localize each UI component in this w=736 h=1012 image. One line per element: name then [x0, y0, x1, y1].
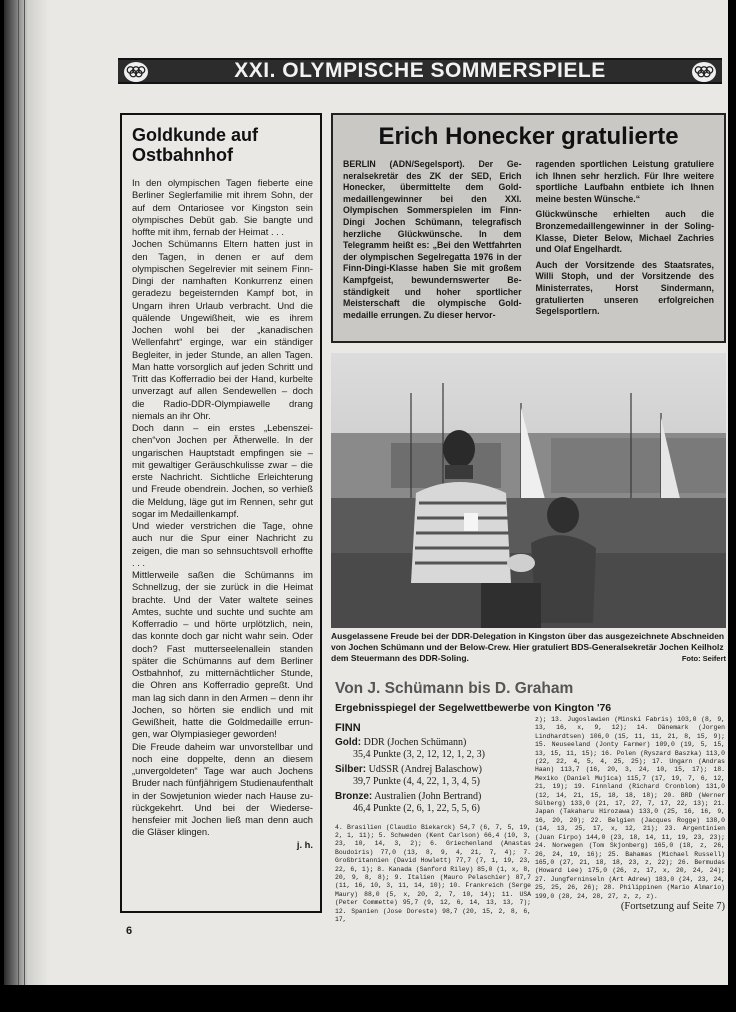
article-paragraph: Und wieder verstrichen die Tage, ohne auch nur die Spur einer Nachricht zu zeigen, die man so sehnsuchtsvoll erhoffte . . . [132, 520, 313, 568]
photo-caption [331, 631, 726, 664]
caption-text: Ausgelassene Freude bei der DDR-Delegation in Kingston über das ausgezeichnete Abschneiden von Jochen Schümann und der Below-Crew. Hier gratuliert BDS-Generalsekretär Jochen Keilholz dem Steuermann des DDR-Soling. [331, 631, 725, 663]
olympic-rings-icon [124, 62, 148, 82]
results-column-left [335, 722, 531, 924]
medal-silver [335, 764, 531, 789]
article-paragraph: Jochen Schümanns Eltern hatten just in den Tagen, in denen er auf dem olympischen Segelrevier mit seinem Finn-Dingi der namhaften Konkurrenz einen geradezu begeisternden Kampf bot, in Ungarn ihren Urlaub verbracht. Und die quälende Ungewißheit, wie es ihrem Jochen wohl bei der „kanadischen Wellenfahrt“ erginge, war ein ständiger Begleiter, in jeder Stunde, an allen Tagen. Man hatte vorsorglich auf jeden Schritt und Tritt das Kofferradio bei der Hand, kurbelte unverzagt auf allen Sendewellen – doch die Radio-DDR-Olympiawelle drang niemals an ihr Ohr. [132, 238, 313, 421]
medal-points: 35,4 Punkte (3, 2, 12, 12, 1, 2, 3) [353, 749, 485, 760]
article-signature: j. h. [296, 838, 313, 850]
article-columns [343, 159, 714, 321]
article-paragraph: Doch dann – ein erstes „Lebenszeichen“von Jochen per Ätherwelle. In der ungarischen Hauptstadt empfingen sie – mit gewaltiger Geräuschkulisse zwar – die erste Nachricht. Sichtliche Erleichterung und Freude obendrein. Jochen, so verhieß die Meldung, läge gut im Rennen, sehr gut sogar im Medaillenkampf. [132, 422, 313, 519]
results-title: Von J. Schümann bis D. Graham [335, 680, 574, 697]
results-list: 4. Brasilien (Claudio Biekarck) 54,7 (6, 7, 5, 19, 2, 1, 11); 5. Schweden (Kent Carlson) 66,4 (10, 3, 23, 10, 14, 3, 2); 6. Griechenland (Anastas Boudoiris) 77,0 (13, 8, 9, 4, 21, 7, 4); 7. Großbritannien (David Howlett) 77,7 (7, 1, 19, 23, 22, 6, 1); 8. Kanada (Sanford Riley) 85,0 (1, x, 8, 20, 9, 8, 8); 9. Italien (Mauro Pelaschier) 87,7 (11, 16, 10, 3, 11, 14, 10); 10. Frankreich (Serge Maury) 88,0 (5, x, 20, 2, 7, 10, 14); 11. USA (Peter Commette) 95,7 (9, 12, 6, 14, 13, 13, 7); 12. Spanien (Jose Doreste) 98,7 (20, 15, 2, 8, 6, 17, [335, 823, 531, 923]
news-photo [331, 353, 726, 628]
results-column-right [535, 716, 725, 911]
article-column [536, 159, 715, 321]
article-goldkunde [120, 113, 322, 913]
article-body [132, 177, 313, 851]
medal-name: Australien (John Bertrand) [374, 790, 482, 802]
medal-label: Bronze: [335, 790, 373, 802]
page-number: 6 [126, 925, 133, 937]
binding-line [18, 0, 19, 985]
article-title: Goldkunde auf Ostbahnhof [132, 125, 258, 165]
article-paragraph: ragenden sportlichen Leistung gratuliere ich Ihnen sehr herzlich. Für Ihre weitere sportliche Laufbahn entbiete ich Ihnen meine besten Wünsche.“ [535, 159, 714, 204]
continued-note: (Fortsetzung auf Seite 7) [620, 900, 725, 912]
medal-name: UdSSR (Andrej Balaschow) [368, 763, 482, 775]
article-title: Erich Honecker gratulierte [378, 123, 679, 150]
medal-label: Gold: [335, 736, 362, 748]
magazine-page [4, 0, 728, 985]
article-paragraph: Glückwünsche erhielten auch die Bronzemedaillengewinner in der Soling-Klasse, Dieter Below, Michael Zachries und Olaf Engelhardt. [535, 209, 714, 255]
medal-gold [335, 737, 531, 762]
article-paragraph: BERLIN (ADN/Segelsport). Der Generalsekretär des ZK der SED, Erich Honecker, übermittelte dem Goldmedaillengewinner bei den XXI. Olympischen Sommerspielen im Finn-Dingi Jochen Schümann, telegrafisch herzliche Glückwünsche. In dem Telegramm heißt es: „Bei den Wettfahrten der olympischen Segelregatta 1976 in der Finn-Dingi-Klasse haben Sie mit großem Kampfgeist, bewundernswerter Beständigkeit und hoher sportlicher Meisterschaft die olympische Goldmedaille errungen. Zu dieser hervor- [343, 159, 522, 320]
article-paragraph: Auch der Vorsitzende des Staatsrates, Willi Stoph, und der Vorsitzende des Ministerrates, Horst Sindermann, gratulierten unseren erfolgreichen Segelsportlern. [535, 259, 714, 317]
article-honecker [331, 113, 726, 343]
article-paragraph: In den olympischen Tagen fieberte eine Berliner Seglerfamilie mit ihrem Sohn, der auf dem Ontariosee vor Kingston sein olympisches Debüt gab. Sie bangte und hoffte mit ihm, fernab der Heimat . . . [132, 177, 313, 237]
medal-label: Silber: [335, 763, 367, 775]
photo-credit: Foto: Seifert [681, 654, 726, 663]
page-binding-shadow [4, 0, 50, 985]
article-column [343, 159, 522, 321]
medal-bronze [335, 791, 531, 816]
medal-points: 46,4 Punkte (2, 6, 1, 22, 5, 5, 6) [353, 803, 480, 814]
banner-title: XXI. OLYMPISCHE SOMMERSPIELE [234, 59, 606, 82]
results-list: z); 13. Jugoslawien (Minski Fabris) 103,0 (8, 9, 13, 16, x, 9, 12); 14. Dänemark (Jorgen Lindhardtsen) 106,0 (15, 11, 11, 21, 8, 15, 9); 15. Neuseeland (Jonty Farmer) 109,0 (19, 5, 15, 13, 15, 11, 15); 16. Polen (Ryszard Baszka) 113,0 (22, 22, 4, 5, 4, 25, 25); 17. Ungarn (Andras Haan) 113,7 (16, 20, 3, 24, 10, 15, 17); 18. Mexiko (Daniel Mujica) 115,7 (17, 19, 7, 6, 12, 21, 19); 19. Finnland (Richard Cronblom) 131,0 (12, 14, 21, 15, 18, 18, 18); 20. BRD (Werner Sülberg) 133,0 (21, 17, 27, 7, 17, 22, 13); 21. Japan (Takaharu Hirozawa) 133,0 (25, 16, 16, 9, 16, 20, 20); 22. Belgien (Jacques Rogge) 138,0 (14, 13, 25, 17, x, 12, 21); 23. Argentinien (Juan Firpo) 144,0 (23, 18, 14, 11, 19, 23, 23); 24. Norwegen (Tom Skjonberg) 165,0 (18, z, 26, 26, 24, 19, 16); 25. Bahamas (Michael Russell) 165,0 (27, 21, 18, 18, 23, z, 22); 26. Bermudas (Howard Lee) 175,0 (26, z, 17, x, 20, 24, 24); 27. Jungferninseln (Art Adrew) 183,0 (24, 23, 24, 25, 25, 26, 26); 28. Philippinen (Mario Almario) 199,0 (28, 24, 28, 27, z, z, z). [535, 716, 725, 900]
medal-name: DDR (Jochen Schümann) [363, 736, 467, 748]
section-banner [118, 58, 722, 84]
medal-points: 39,7 Punkte (4, 4, 22, 1, 3, 4, 5) [353, 776, 480, 787]
olympic-rings-icon [692, 62, 716, 82]
binding-line [24, 0, 25, 985]
article-paragraph: Mittlerweile saßen die Schümanns im Schnellzug, der sie zurück in die Heimat brachte. Und der Vater waltete seines Amtes, suchte und suchte und suchte am Kofferradio – und hörte urplötzlich, nein, das konnte doch gar nicht wahr sein. Oder doch? Fast mutterseelenallein standen später die Schümanns auf dem Berliner Ostbahnhof, zu mitternächtlicher Stunde, die Ohren ans Kofferradio gepreßt. Und man lag sich dann in den Armen – denn ihr Jochen, so hörten sie endlich und mit Gewißheit, hatte die Goldmedaille errungen, war Olympiasieger geworden! [132, 569, 313, 740]
class-heading: FINN [335, 722, 361, 734]
article-paragraph: Die Freude daheim war unvorstellbar und noch eine doppelte, denn an diesem „unvergoldeten“ Tage war auch Jochens Bruder nach fünfjährigem Studienaufenthalt in der Sowjetunion wieder nach Hause zurückgekehrt. Und bei der Wiedersehensfeier mit Jochen ließ man denn auch die Gläser klingen. [132, 740, 313, 838]
results-subtitle: Ergebnisspiegel der Segelwettbewerbe von Kington '76 [335, 702, 612, 714]
